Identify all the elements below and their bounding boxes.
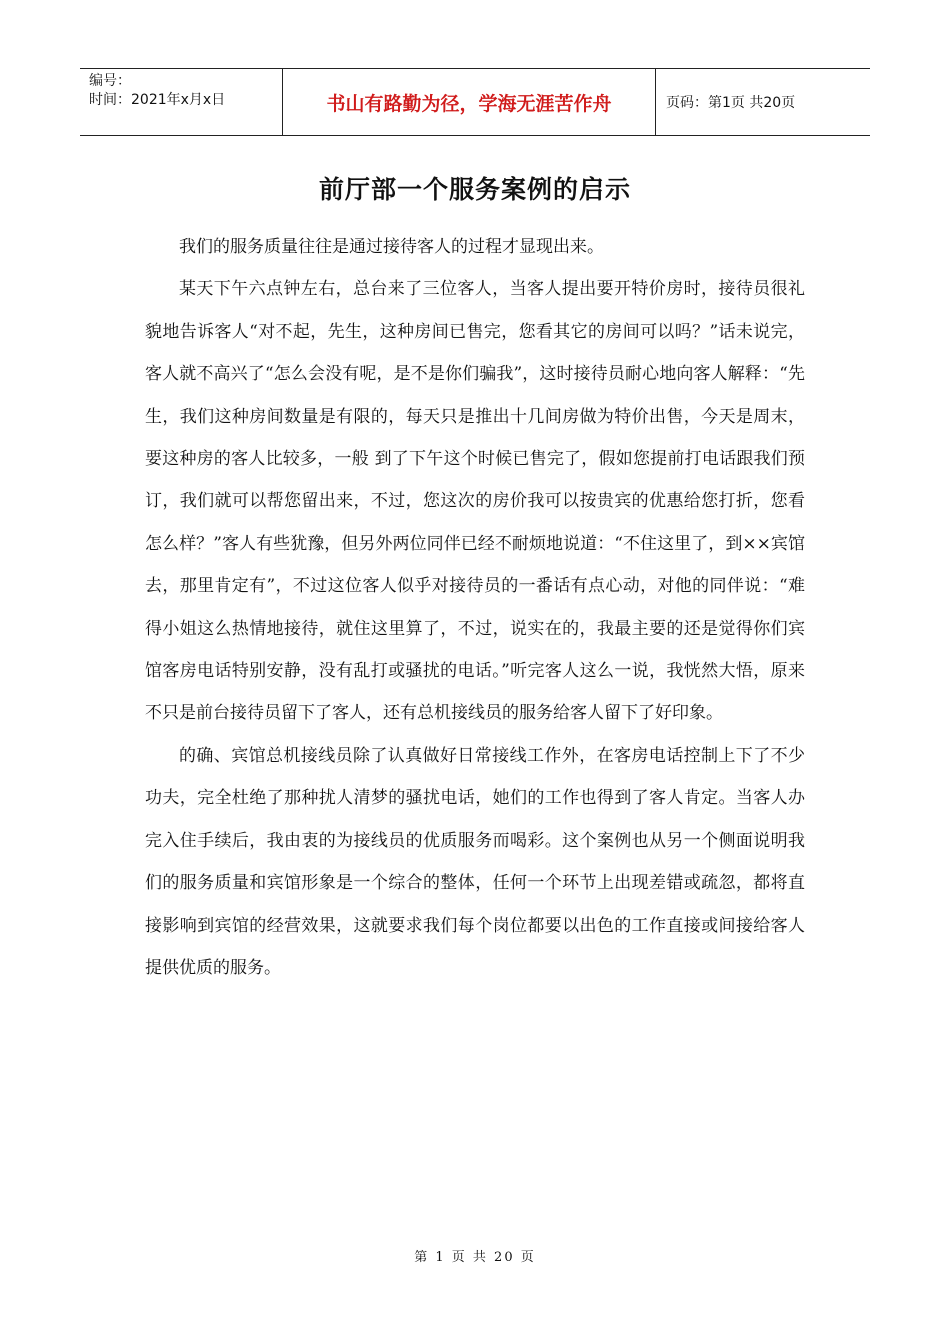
paragraph: 某天下午六点钟左右，总台来了三位客人，当客人提出要开特价房时，接待员很礼貌地告诉客人“对不起，先生，这种房间已售完，您看其它的房间可以吗？”话未说完，客人就不高兴了“怎么会没有呢，是不是你们骗我”，这时接待员耐心地向客人解释：“先生，我们这种房间数量是有限的，每天只是推出十几间房做为特价出售，今天是周末，要这种房的客人比较多，一般 到了下午这个时候已售完了，假如您提前打电话跟我们预订，我们就可以帮您留出来，不过，您这次的房价我可以按贵宾的优惠给您打折，您看怎么样？”客人有些犹豫，但另外两位同伴已经不耐烦地说道：“不住这里了，到××宾馆去，那里肯定有”，不过这位客人似乎对接待员的一番话有点心动，对他的同伴说：“难得小姐这么热情地接待，就住这里算了，不过，说实在的，我最主要的还是觉得你们宾馆客房电话特别安静，没有乱打或骚扰的电话。”听完客人这么一说，我恍然大悟，原来不只是前台接待员留下了客人，还有总机接线员的服务给客人留下了好印象。 bbox=[145, 279, 805, 724]
page-footer: 第 1 页 共 20 页 bbox=[414, 1250, 536, 1265]
document-header bbox=[80, 68, 870, 136]
number-label: 编号： bbox=[89, 73, 131, 89]
date-label: 时间：2021年x月x日 bbox=[89, 92, 226, 108]
header-meta bbox=[80, 69, 282, 135]
document-title: 前厅部一个服务案例的启示 bbox=[318, 175, 631, 204]
document-body bbox=[145, 226, 805, 989]
header-page-info: 页码：第1页 共20页 bbox=[666, 95, 796, 111]
header-motto: 书山有路勤为径，学海无涯苦作舟 bbox=[282, 69, 656, 135]
paragraph: 我们的服务质量往往是通过接待客人的过程才显现出来。 bbox=[179, 237, 604, 257]
paragraph: 的确、宾馆总机接线员除了认真做好日常接线工作外，在客房电话控制上下了不少功夫，完全杜绝了那种扰人清梦的骚扰电话，她们的工作也得到了客人肯定。当客人办完入住手续后，我由衷的为接线员的优质服务而喝彩。这个案例也从另一个侧面说明我们的服务质量和宾馆形象是一个综合的整体，任何一个环节上出现差错或疏忽，都将直接影响到宾馆的经营效果，这就要求我们每个岗位都要以出色的工作直接或间接给客人提供优质的服务。 bbox=[145, 745, 805, 978]
